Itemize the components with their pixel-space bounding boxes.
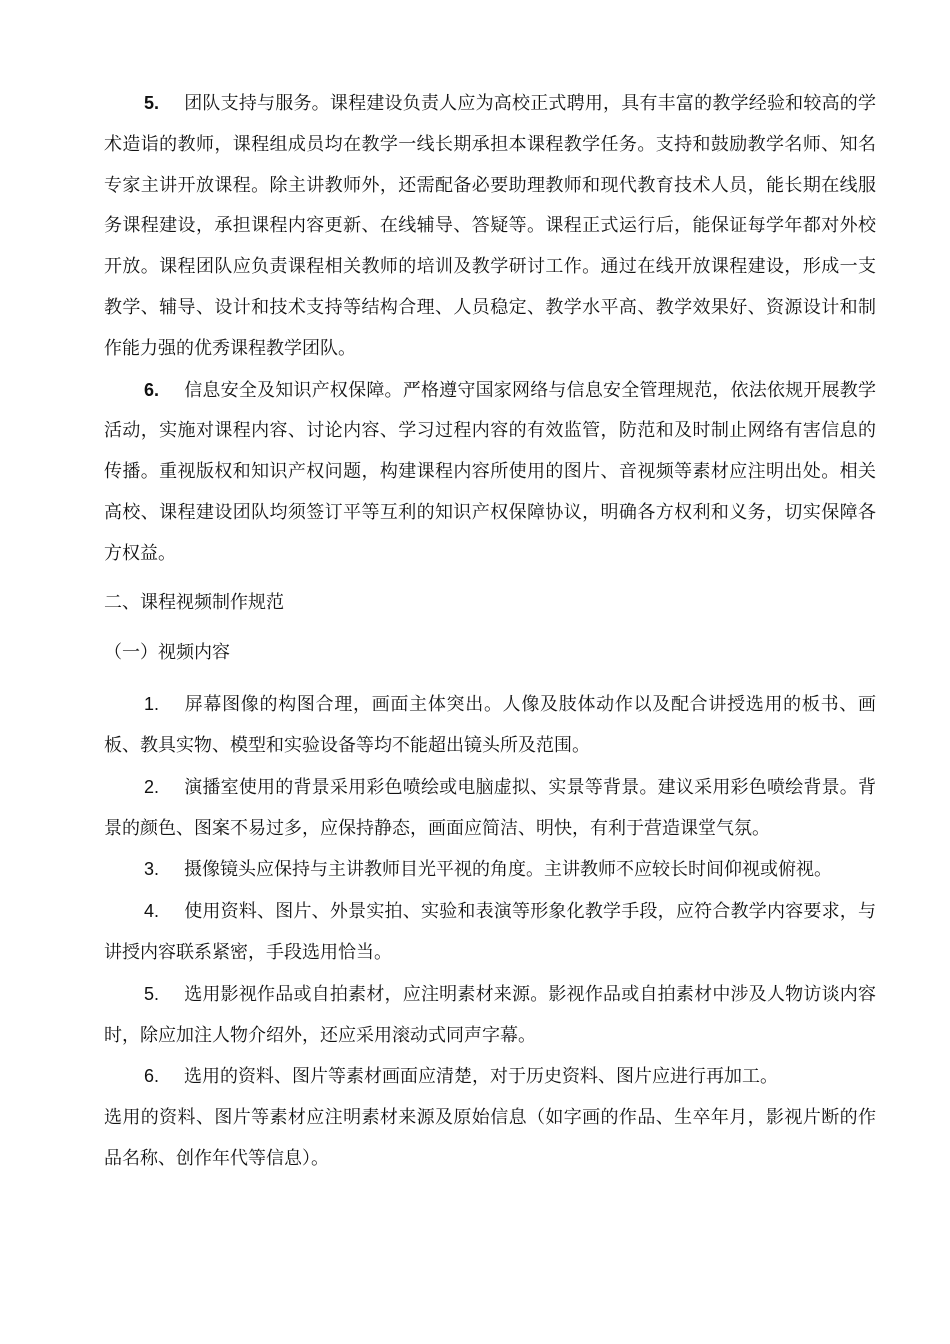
list-item (104, 767, 876, 850)
paragraph-text: 信息安全及知识产权保障。严格遵守国家网络与信息安全管理规范，依法依规开展教学活动，实施对课程内容、讨论内容、学习过程内容的有效监管，防范和及时制止网络有害信息的传播。重视版权和知识产权问题，构建课程内容所使用的图片、音视频等素材应注明出处。相关高校、课程建设团队均须签订平等互利的知识产权保障协议，明确各方权利和义务，切实保障各方权益。 (104, 379, 876, 564)
list-item-text: 演播室使用的背景采用彩色喷绘或电脑虚拟、实景等背景。建议采用彩色喷绘背景。背景的颜色、图案不易过多，应保持静态，画面应简洁、明快，有利于营造课堂气氛。 (104, 776, 876, 839)
list-item (104, 1056, 876, 1098)
item-number: 1. (144, 694, 160, 715)
item-number: 5. (144, 983, 160, 1004)
list-item (104, 684, 876, 767)
document-page (104, 83, 876, 1180)
list-item-text: 屏幕图像的构图合理，画面主体突出。人像及肢体动作以及配合讲授选用的板书、画板、教具实物、模型和实验设备等均不能超出镜头所及范围。 (104, 694, 876, 756)
list-item-text: 使用资料、图片、外景实拍、实验和表演等形象化教学手段，应符合教学内容要求，与讲授内容联系紧密，手段选用恰当。 (104, 901, 876, 963)
item-number: 5. (144, 93, 160, 113)
item-number: 4. (144, 901, 160, 922)
item-number: 3. (144, 859, 160, 880)
video-content-list (104, 684, 876, 1180)
item-number: 2. (144, 776, 160, 797)
list-item (104, 849, 876, 891)
paragraph-text: 团队支持与服务。课程建设负责人应为高校正式聘用，具有丰富的教学经验和较高的学术造诣的教师，课程组成员均在教学一线长期承担本课程教学任务。支持和鼓励教学名师、知名专家主讲开放课程。除主讲教师外，还需配备必要助理教师和现代教育技术人员，能长期在线服务课程建设，承担课程内容更新、在线辅导、答疑等。课程正式运行后，能保证每学年都对外校开放。课程团队应负责课程相关教师的培训及教学研讨工作。通过在线开放课程建设，形成一支教学、辅导、设计和技术支持等结构合理、人员稳定、教学水平高、教学效果好、资源设计和制作能力强的优秀课程教学团队。 (104, 93, 876, 359)
item-number: 6. (144, 379, 160, 400)
list-item (104, 974, 876, 1057)
list-item-continuation: 选用的资料、图片等素材应注明素材来源及原始信息（如字画的作品、生卒年月，影视片断的作品名称、创作年代等信息）。 (104, 1107, 876, 1169)
paragraph-info-security (104, 370, 876, 575)
list-item-text: 选用的资料、图片等素材画面应清楚，对于历史资料、图片应进行再加工。 (184, 1066, 778, 1088)
list-item-text: 选用影视作品或自拍素材，应注明素材来源。影视作品或自拍素材中涉及人物访谈内容时，除应加注人物介绍外，还应采用滚动式同声字幕。 (104, 983, 876, 1046)
section-heading-video-spec: 二、课程视频制作规范 (104, 591, 284, 613)
subsection-heading-video-content: （一）视频内容 (104, 642, 230, 664)
item-number: 6. (144, 1066, 160, 1087)
list-item-text: 摄像镜头应保持与主讲教师目光平视的角度。主讲教师不应较长时间仰视或俯视。 (184, 859, 832, 881)
paragraph-team-support (104, 83, 876, 370)
list-item (104, 891, 876, 974)
